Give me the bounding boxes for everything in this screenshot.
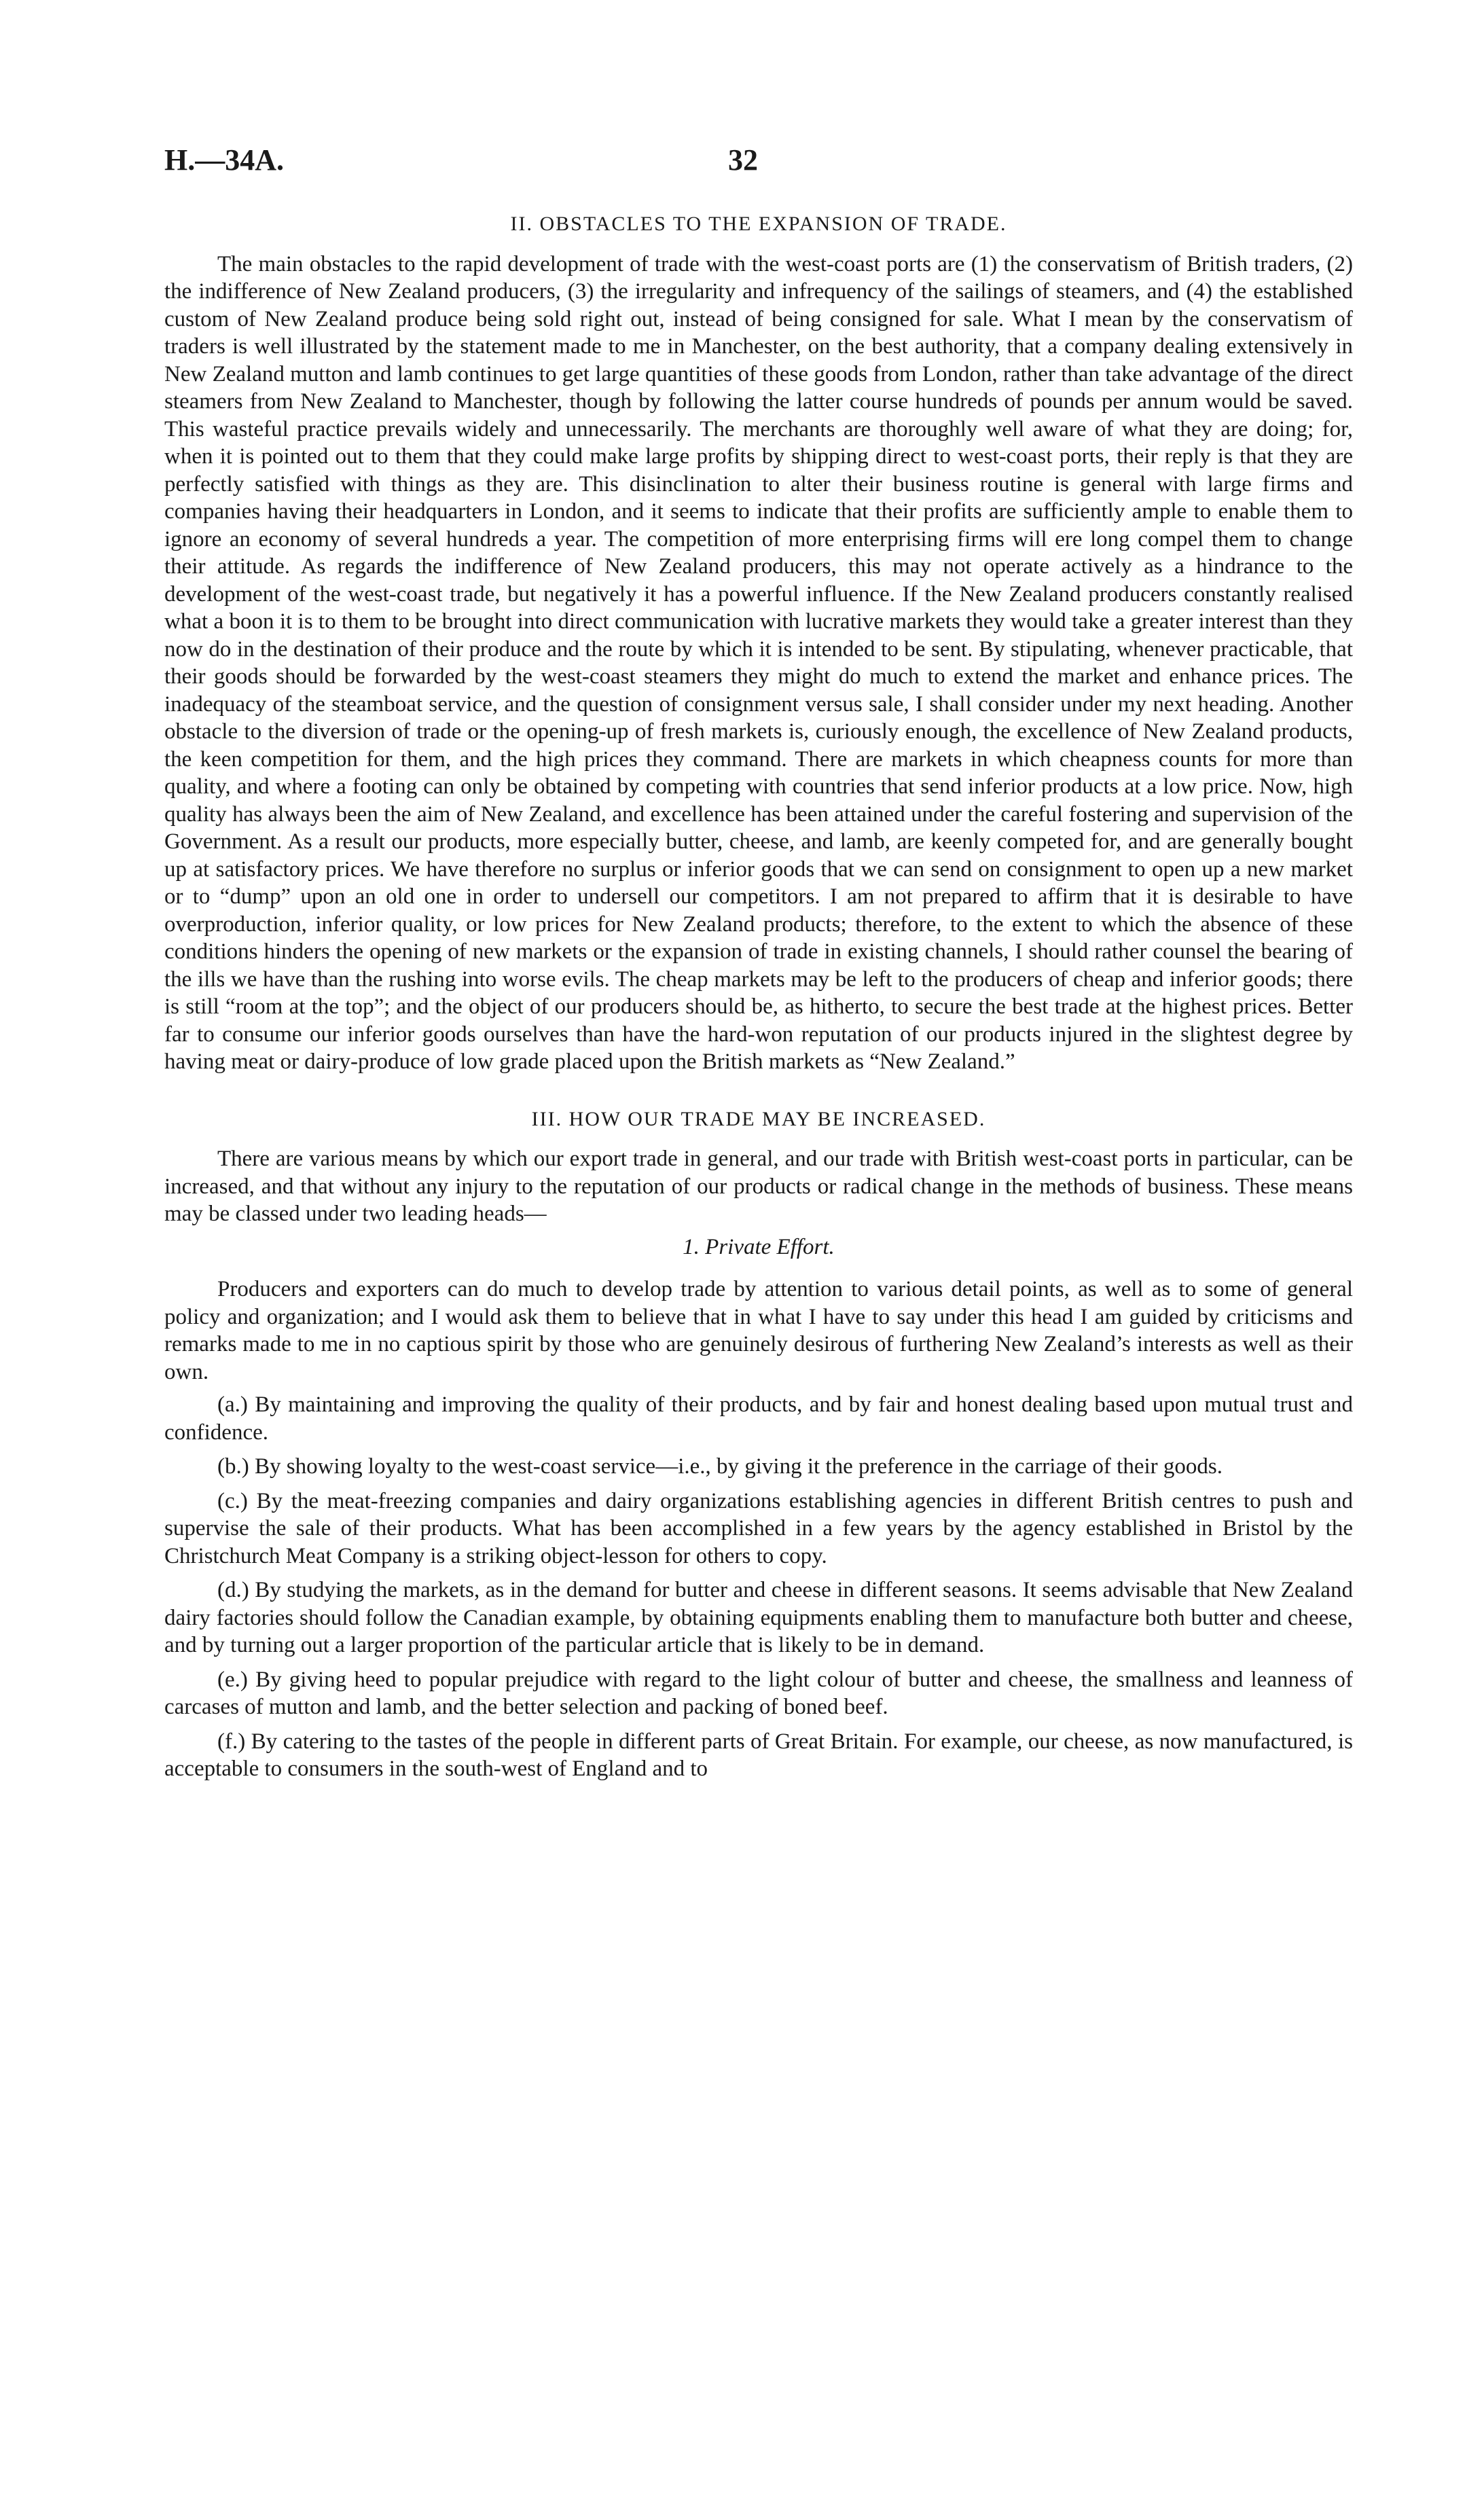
trade-increase-intro: There are various means by which our export trade in general, and our trade with British west-coast ports in particular, can be increased, and that without any injury to the reputation of our products or radical change in the methods of business. These means may be classed under two leading heads—: [164, 1147, 1353, 1226]
page-body: [164, 211, 1353, 1790]
list-item-c: (c.) By the meat-freezing companies and dairy organizations establishing agencies in different British centres to push and supervise the sale of their products. What has been accomplished in a few years by the agency established in Bristol by the Christchurch Meat Company is a striking object-lesson for others to copy.: [164, 1488, 1353, 1568]
list-item-d: (d.) By studying the markets, as in the demand for butter and cheese in different seasons. It seems advisable that New Zealand dairy factories should follow the Canadian example, by obtaining equipments enabling them to manufacture both butter and cheese, and by turning out a larger proportion of the particular article that is likely to be in demand.: [164, 1578, 1353, 1657]
subheading-private-effort: 1. Private Effort.: [683, 1234, 835, 1259]
list-item-a: (a.) By maintaining and improving the quality of their products, and by fair and honest dealing based upon mutual trust and confidence.: [164, 1392, 1353, 1445]
page-header: [164, 143, 1353, 183]
page-number: 32: [728, 143, 758, 177]
list-item-b: (b.) By showing loyalty to the west-coast service—i.e., by giving it the preference in the carriage of their goods.: [217, 1454, 1223, 1479]
list-item-f: (f.) By catering to the tastes of the people in different parts of Great Britain. For example, our cheese, as now manufactured, is acceptable to consumers in the south-west of England and to: [164, 1729, 1353, 1781]
obstacles-paragraph: The main obstacles to the rapid development of trade with the west-coast ports are (1) the conservatism of British traders, (2) the indifference of New Zealand producers, (3) the irregularity and infrequency of the sailings of steamers, and (4) the established custom of New Zealand produce being sold right out, instead of being consigned for sale. What I mean by the conservatism of traders is well illustrated by the statement made to me in Manchester, on the best authority, that a company dealing extensively in New Zealand mutton and lamb continues to get large quantities of these goods from London, rather than take advantage of the direct steamers from New Zealand to Manchester, though by following the latter course hundreds of pounds per annum would be saved. This wasteful practice prevails widely and unnecessarily. The merchants are thoroughly well aware of what they are doing; for, when it is pointed out to them that they could make large profits by shipping direct to west-coast ports, their reply is that they are perfectly satisfied with things as they are. This disinclination to alter their business routine is general with large firms and companies having their headquarters in London, and it seems to indicate that their profits are sufficiently ample to enable them to ignore an economy of several hundreds a year. The competition of more enterprising firms will ere long compel them to change their attitude. As regards the indifference of New Zealand producers, this may not operate actively as a hindrance to the development of the west-coast trade, but negatively it has a powerful influence. If the New Zealand producers constantly realised what a boon it is to them to be brought into direct communication with lucrative markets they would take a greater interest than they now do in the destination of their produce and the route by which it is intended to be sent. By stipulating, whenever practicable, that their goods should be forwarded by the west-coast steamers they might do much to extend the market and enhance prices. The inadequacy of the steamboat service, and the question of consignment versus sale, I shall consider under my next heading. Another obstacle to the diversion of trade or the opening-up of fresh markets is, curiously enough, the excellence of New Zealand products, the keen competition for them, and the high prices they command. There are markets in which cheapness counts for more than quality, and where a footing can only be obtained by competing with countries that send inferior products at a low price. Now, high quality has always been the aim of New Zealand, and excellence has been attained under the careful fostering and supervision of the Government. As a result our products, more especially butter, cheese, and lamb, are keenly competed for, and are generally bought up at satisfactory prices. We have therefore no surplus or inferior goods that we can send on consignment to open up a new market or to “dump” upon an old one in order to undersell our competitors. I am not prepared to affirm that it is desirable to have overproduction, inferior quality, or low prices for New Zealand products; therefore, to the extent to which the absence of these conditions hinders the opening of new markets or the expansion of trade in existing channels, I should rather counsel the bearing of the ills we have than the rushing into worse evils. The cheap markets may be left to the producers of cheap and inferior goods; there is still “room at the top”; and the object of our producers should be, as hitherto, to secure the best trade at the highest prices. Better far to consume our inferior goods ourselves than have the hard-won reputation of our products injured in the slightest degree by having meat or dairy-produce of low grade placed upon the British markets as “New Zealand.”: [164, 251, 1353, 1074]
list-item-e: (e.) By giving heed to popular prejudice with regard to the light colour of butter and cheese, the smallness and leanness of carcases of mutton and lamb, and the better selection and packing of boned beef.: [164, 1667, 1353, 1719]
section-heading-obstacles: II. OBSTACLES TO THE EXPANSION OF TRADE.: [510, 213, 1007, 235]
document-reference: H.—34A.: [164, 143, 284, 177]
private-effort-paragraph: Producers and exporters can do much to develop trade by attention to various detail points, as well as to some of general policy and organization; and I would ask them to believe that in what I have to say under this head I am guided by criticisms and remarks made to me in no captious spirit by those who are genuinely desirous of furthering New Zealand’s interests as well as their own.: [164, 1277, 1353, 1384]
section-heading-trade-increase: III. HOW OUR TRADE MAY BE INCREASED.: [531, 1107, 986, 1130]
